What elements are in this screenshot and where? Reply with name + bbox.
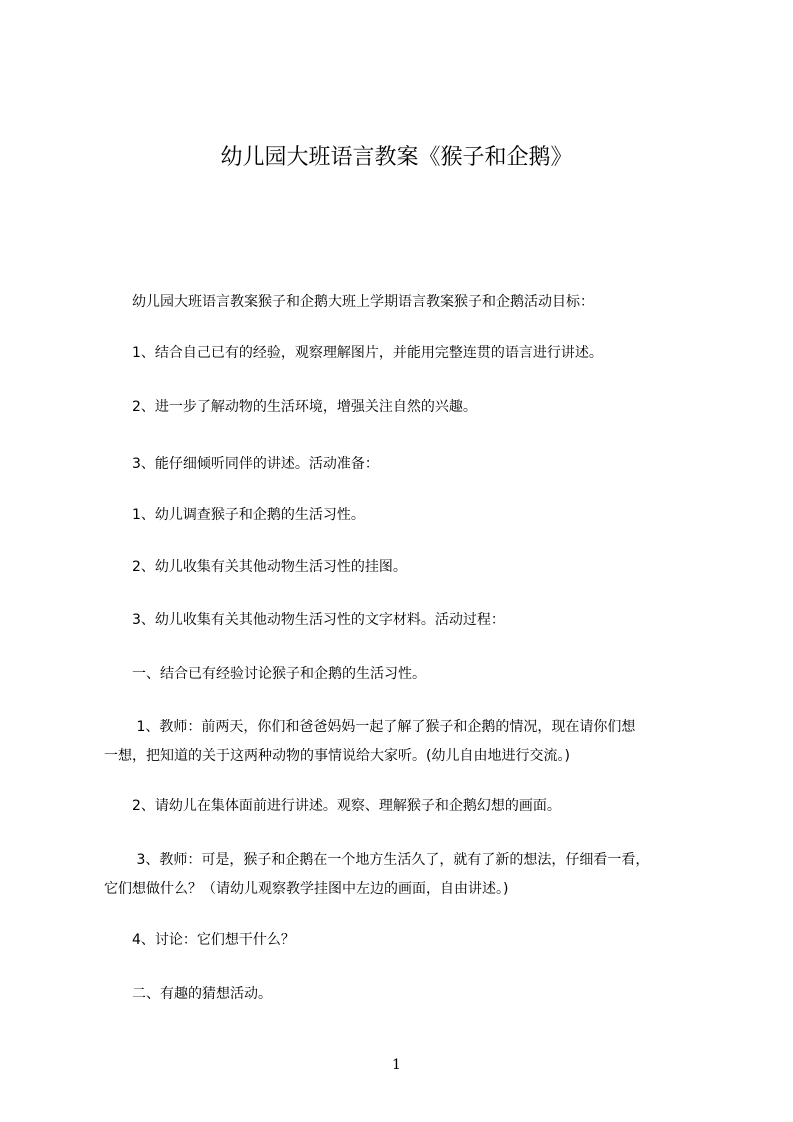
paragraph-line: 3、幼儿收集有关其他动物生活习性的文字材料。活动过程：: [104, 612, 505, 628]
paragraph-line: 3、能仔细倾听同伴的讲述。活动准备：: [104, 456, 379, 472]
paragraph-line: 2、进一步了解动物的生活环境，增强关注自然的兴趣。: [104, 399, 477, 415]
paragraph: [104, 553, 704, 582]
paragraph-line: 3、教师：可是，猴子和企鹅在一个地方生活久了，就有了新的想法，仔细看一看，: [104, 852, 650, 868]
paragraph: [104, 792, 704, 821]
paragraph-line: 二、有趣的猜想活动。: [104, 986, 272, 1002]
paragraph: [104, 288, 704, 317]
paragraph-line: 4、讨论：它们想干什么？: [104, 932, 295, 948]
paragraph: [104, 926, 704, 955]
paragraph: [104, 339, 704, 368]
paragraph-line: 一、结合已有经验讨论猴子和企鹅的生活习性。: [104, 666, 426, 682]
document-title: 幼儿园大班语言教案《猴子和企鹅》: [220, 145, 573, 170]
paragraph: [104, 501, 704, 530]
paragraph-line: 2、请幼儿在集体面前进行讲述。观察、理解猴子和企鹅幻想的画面。: [104, 798, 561, 814]
paragraph: [104, 980, 704, 1009]
paragraph: [104, 713, 704, 771]
paragraph: [104, 450, 704, 479]
paragraph-line: 1、教师：前两天，你们和爸爸妈妈一起了解了猴子和企鹅的情况，现在请你们想: [104, 719, 636, 735]
paragraph: [104, 660, 704, 689]
paragraph-line: 幼儿园大班语言教案猴子和企鹅大班上学期语言教案猴子和企鹅活动目标：: [104, 294, 594, 310]
paragraph-line: 1、幼儿调查猴子和企鹅的生活习性。: [104, 507, 365, 523]
paragraph-line: 2、幼儿收集有关其他动物生活习性的挂图。: [104, 559, 407, 575]
paragraph: [104, 393, 704, 422]
paragraph: [104, 846, 704, 904]
paragraph: [104, 606, 704, 635]
paragraph-line: 一想，把知道的关于这两种动物的事情说给大家听。(幼儿自由地进行交流。): [104, 748, 570, 764]
page-number: 1: [392, 1057, 401, 1073]
paragraph-line: 1、结合自己已有的经验，观察理解图片，并能用完整连贯的语言进行讲述。: [104, 345, 603, 361]
paragraph-line: 它们想做什么？（请幼儿观察教学挂图中左边的画面，自由讲述。): [104, 881, 509, 897]
